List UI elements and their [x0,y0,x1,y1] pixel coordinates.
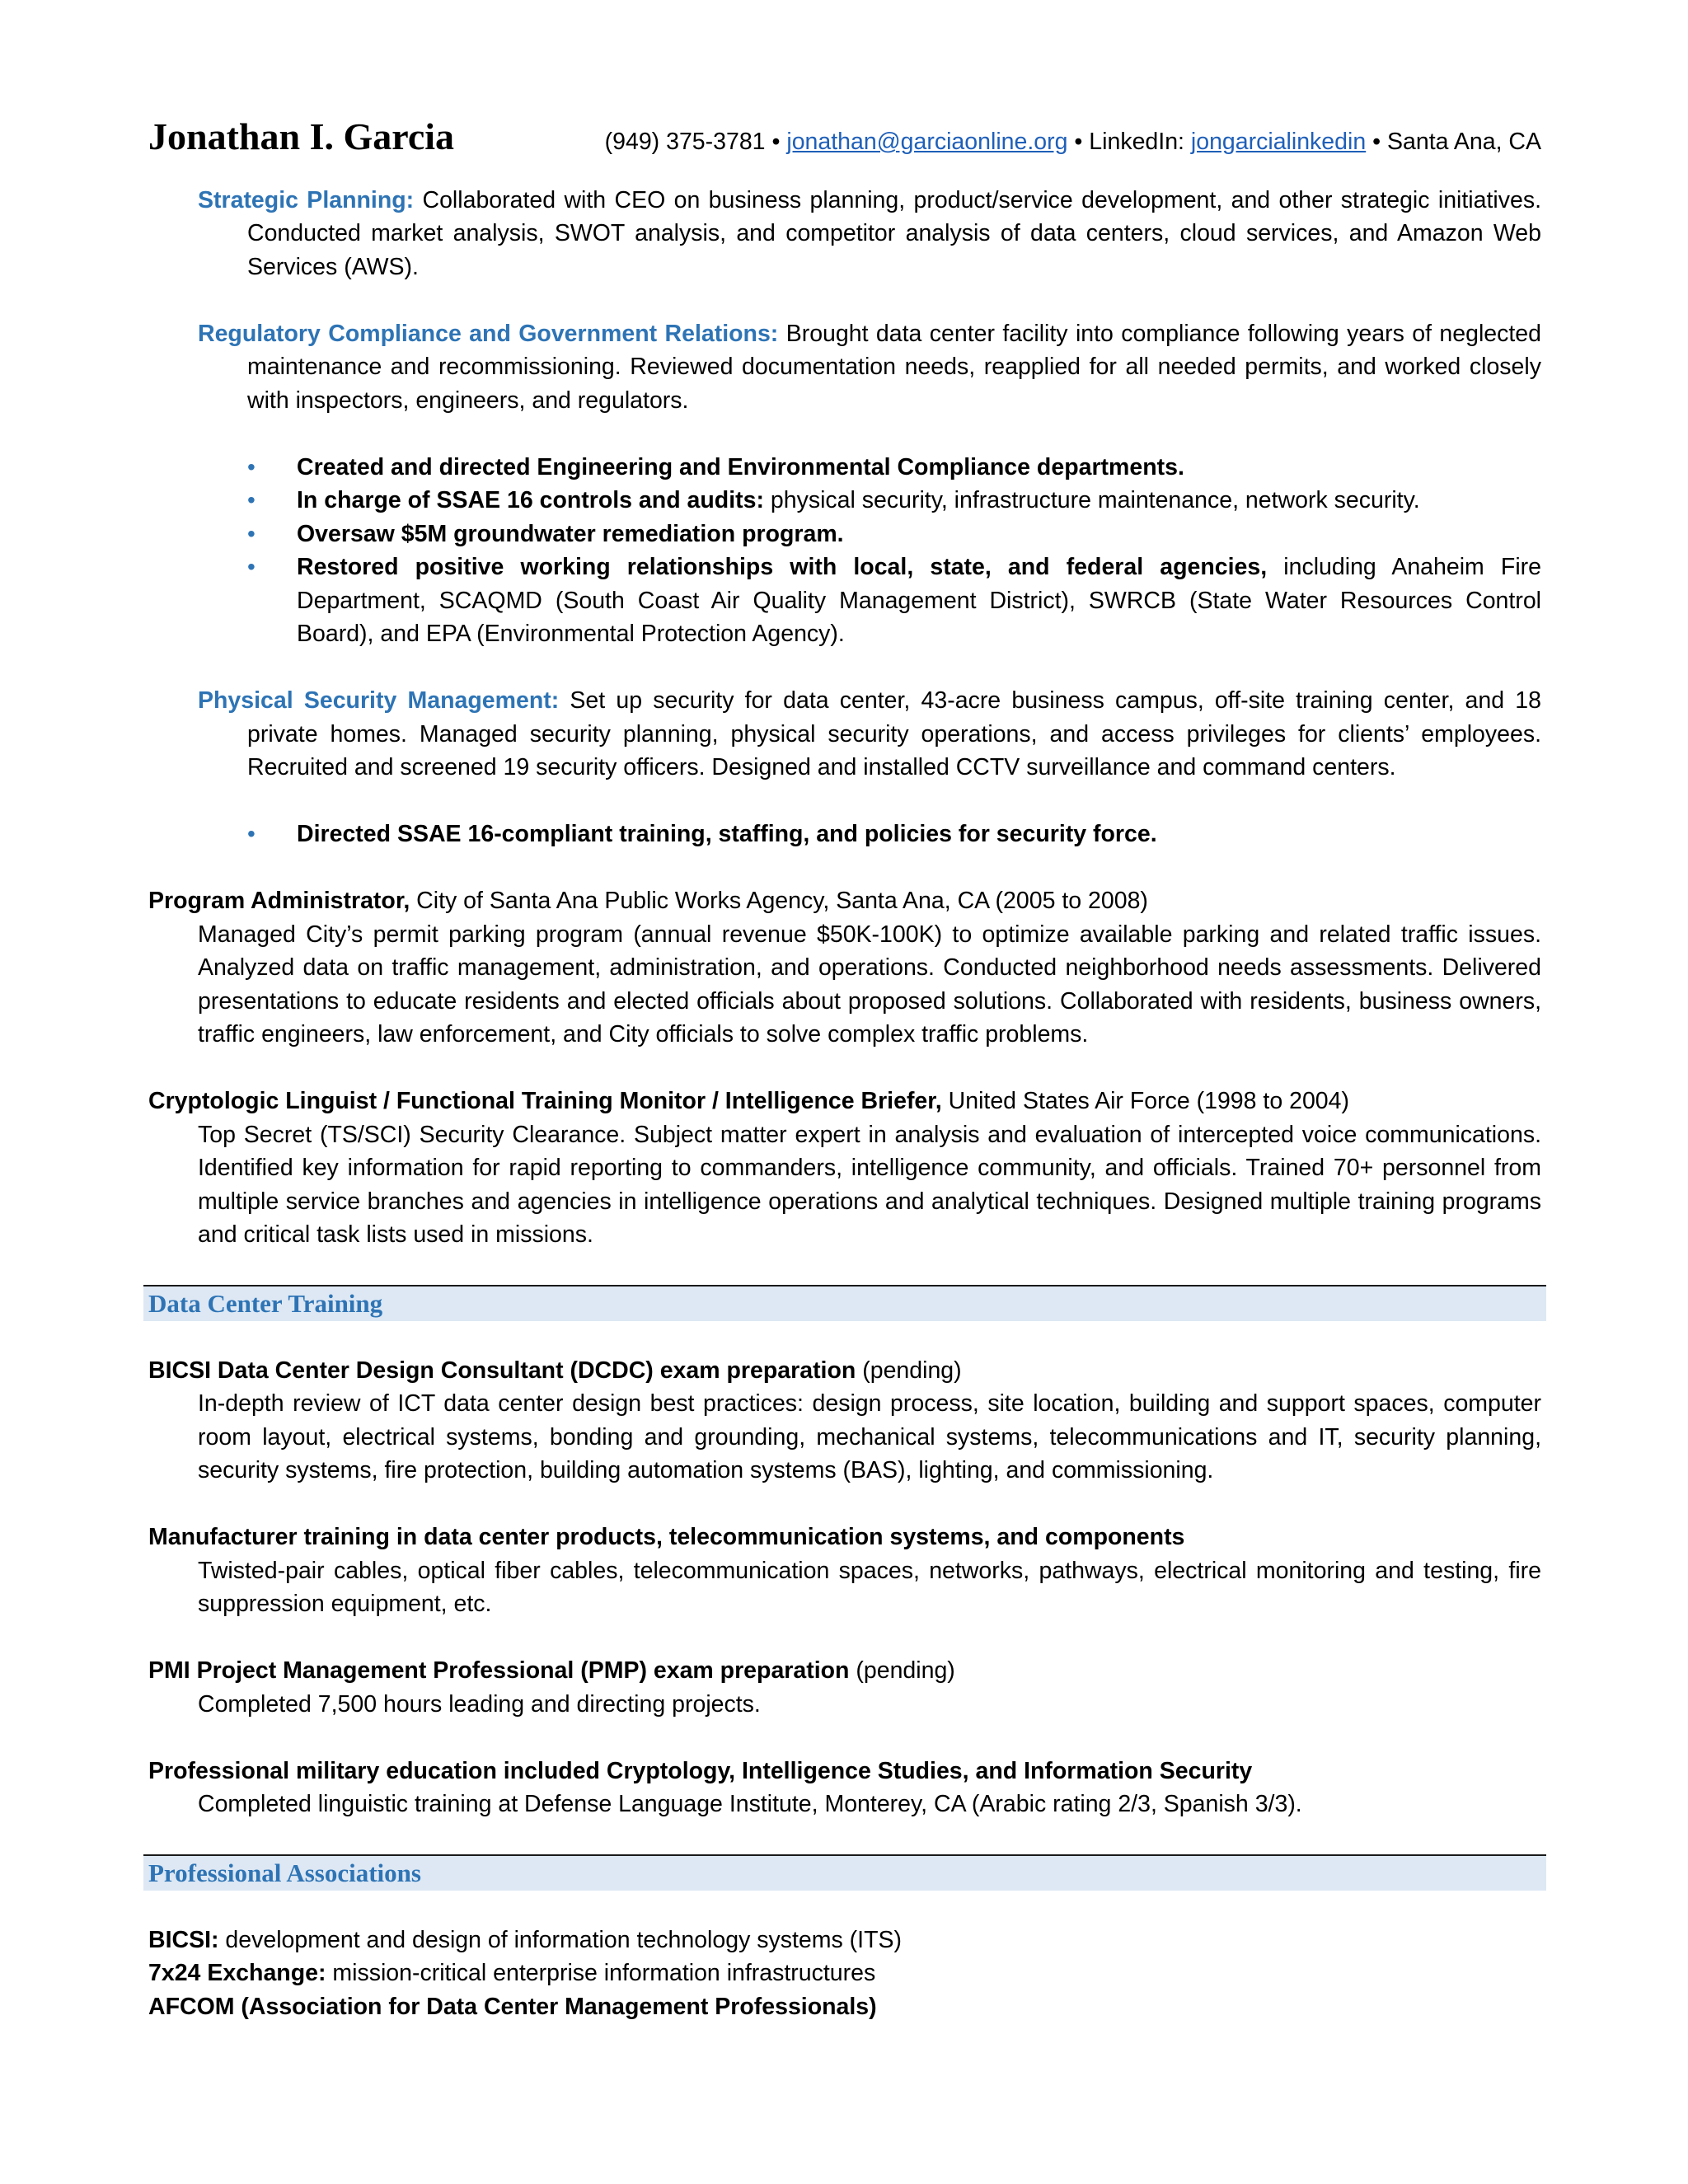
association-name: 7x24 Exchange: [148,1960,326,1986]
linkedin-link[interactable]: jongarcialinkedin [1190,129,1367,155]
training-meta: (pending) [849,1657,955,1684]
training-entry [148,1521,1541,1621]
physical-security-label: Physical Security Management: [198,687,560,714]
resume-header [148,115,1541,159]
strategic-planning-paragraph [198,184,1541,284]
bullet-text: including Anaheim Fire Department, SCAQMD (South Coast Air Quality Management District), SWRCB (State Water Resources Control Board), and EPA (Environmental Protection Agency). [297,554,1541,647]
list-item [247,451,1541,485]
section-title: Professional Associations [148,1858,421,1887]
training-description: In-depth review of ICT data center design best practices: design process, site location, building and support spaces, computer room layout, electrical systems, bonding and grounding, mechanical systems, telecommunications and IT, security planning, security systems, fire protection, building automation systems (BAS), lighting, and commissioning. [198,1390,1541,1483]
strategic-planning-text: Collaborated with CEO on business planning, product/service development, and other strategic initiatives. Conducted market analysis, SWOT analysis, and competitor analysis of data centers, cloud services, and Amazon Web Services (AWS). [247,186,1541,280]
list-item [247,484,1541,518]
regulatory-label: Regulatory Compliance and Government Relations: [198,320,779,347]
training-entry [148,1354,1541,1488]
separator: • [1366,129,1388,155]
training-heading [148,1354,1541,1388]
association-desc: mission-critical enterprise information infrastructures [326,1960,876,1986]
physical-security-text: Set up security for data center, 43-acre business campus, off-site training center, and 18 private homes. Managed security planning, physical security operations, and access privileges for clients’ employees. Recruited and screened 19 security officers. Designed and installed CCTV surveillance and command centers. [247,687,1542,780]
job-description: Top Secret (TS/SCI) Security Clearance. Subject matter expert in analysis and evaluation of intercepted voice communications. Identified key information for rapid reporting to commanders, intelligence community, and officials. Trained 70+ personnel from multiple service branches and agencies in intelligence operations and analytical techniques. Designed multiple training programs and critical task lists used in missions. [198,1121,1541,1248]
list-item [247,818,1541,851]
training-entry [148,1654,1541,1721]
training-heading [148,1521,1541,1554]
job-entry [148,1085,1541,1252]
regulatory-bullets [247,451,1541,651]
separator: • [765,129,787,155]
physical-security-paragraph [198,684,1541,785]
training-title: Manufacturer training in data center products, telecommunication systems, and components [148,1524,1185,1550]
training-meta: (pending) [856,1357,962,1384]
location: Santa Ana, CA [1387,129,1541,155]
training-description: Completed 7,500 hours leading and directing projects. [198,1690,761,1718]
bullet-icon: • [247,453,256,480]
resume-page [148,115,1541,2023]
training-description: Twisted-pair cables, optical fiber cables, telecommunication spaces, networks, pathways, electrical monitoring and testing, fire suppression equipment, etc. [198,1557,1541,1617]
bullet-bold: Oversaw $5M groundwater remediation program. [297,520,844,547]
list-item [148,1924,1541,1957]
separator: • [1067,129,1090,155]
job-title: Cryptologic Linguist / Functional Training Monitor / Intelligence Briefer, [148,1088,942,1114]
contact-info [605,125,1541,159]
list-item [247,551,1541,651]
list-item [247,518,1541,551]
bullet-icon: • [247,487,256,513]
regulatory-paragraph [198,317,1541,418]
bullet-icon: • [247,554,256,579]
job-heading [148,1085,1541,1118]
list-item [148,1957,1541,1990]
section-heading-training [143,1285,1546,1321]
job-meta: United States Air Force (1998 to 2004) [941,1088,1350,1114]
bullet-icon: • [247,821,256,846]
training-heading [148,1654,1541,1688]
regulatory-text: Brought data center facility into compliance following years of neglected maintenance and recommissioning. Reviewed documentation needs, reapplied for all needed permits, and worked closely with inspectors, engineers, and regulators. [247,320,1541,414]
training-entry [148,1755,1541,1821]
linkedin-label: LinkedIn: [1089,129,1191,155]
email-link[interactable]: jonathan@garciaonline.org [786,129,1068,155]
list-item [148,1990,1541,2024]
candidate-name: Jonathan I. Garcia [148,115,455,157]
association-desc: development and design of information technology systems (ITS) [218,1926,903,1953]
job-heading [148,884,1541,918]
training-title: BICSI Data Center Design Consultant (DCDC) exam preparation [148,1357,856,1384]
section-heading-associations [143,1854,1546,1891]
association-name: BICSI: [148,1926,219,1953]
associations-list [148,1924,1541,2024]
strategic-planning-label: Strategic Planning: [198,186,415,213]
training-title: PMI Project Management Professional (PMP) exam preparation [148,1657,850,1684]
training-title: Professional military education included Cryptology, Intelligence Studies, and Information Security [148,1757,1253,1784]
bullet-bold: In charge of SSAE 16 controls and audits: [297,487,764,513]
section-title: Data Center Training [148,1288,383,1318]
bullet-bold: Restored positive working relationships with local, state, and federal agencies, [297,554,1268,580]
bullet-icon: • [247,520,256,546]
bullet-text: physical security, infrastructure maintenance, network security. [763,487,1420,513]
job-entry [148,884,1541,1052]
bullet-bold: Directed SSAE 16-compliant training, staffing, and policies for security force. [297,821,1157,847]
training-heading [148,1755,1541,1788]
job-title: Program Administrator, [148,888,410,914]
phone-number: (949) 375-3781 [604,129,766,155]
association-name: AFCOM (Association for Data Center Management Professionals) [148,1993,877,2020]
job-description: Managed City’s permit parking program (annual revenue $50K-100K) to optimize available parking and related traffic issues. Analyzed data on traffic management, administration, and operations. Conducted neighborhood needs assessments. Delivered presentations to educate residents and elected officials about proposed solutions. Collaborated with residents, business owners, traffic engineers, law enforcement, and City officials to solve complex traffic problems. [198,921,1541,1047]
bullet-bold: Created and directed Engineering and Environmental Compliance departments. [297,453,1184,480]
job-meta: City of Santa Ana Public Works Agency, Santa Ana, CA (2005 to 2008) [410,888,1148,914]
physical-security-bullets [247,818,1541,851]
training-description: Completed linguistic training at Defense Language Institute, Monterey, CA (Arabic rating 2/3, Spanish 3/3). [198,1791,1302,1817]
